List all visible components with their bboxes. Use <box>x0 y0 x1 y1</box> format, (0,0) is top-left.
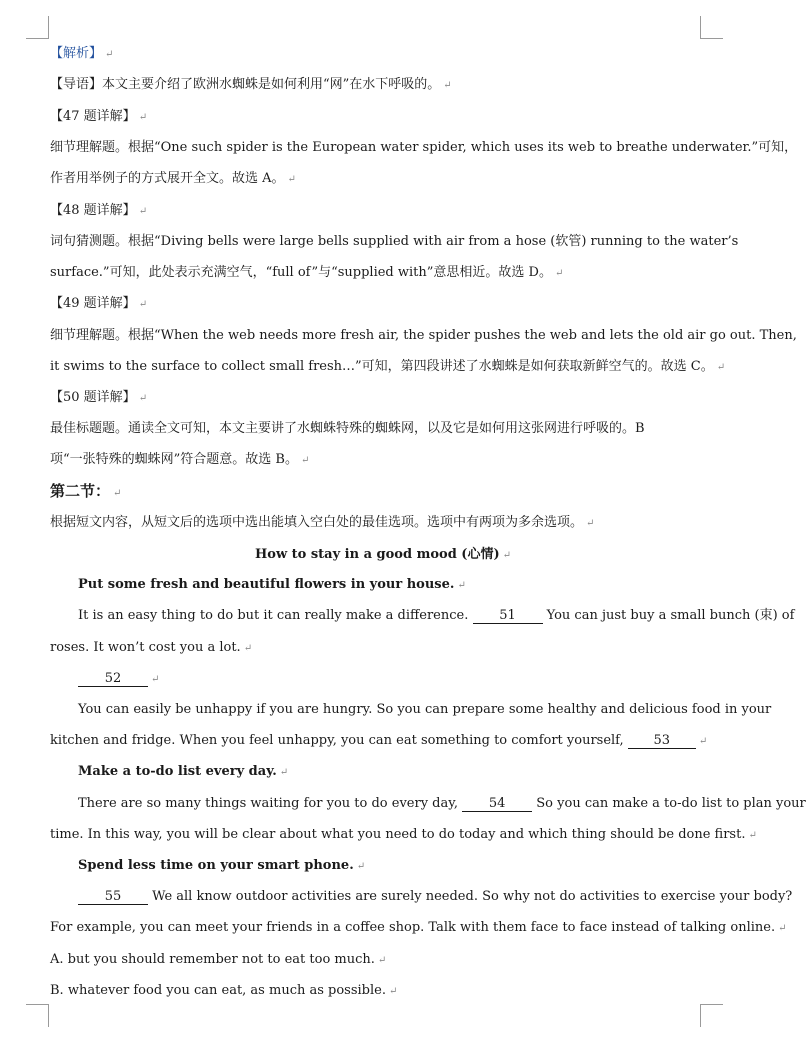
passage-para4-line1 <box>78 888 792 906</box>
paragraph-mark: ↵ <box>748 830 757 841</box>
paragraph-mark: ↵ <box>138 206 148 217</box>
para4-text-1: We all know outdoor activities are surely needed. So why not do activities to exercise your body? <box>152 889 793 904</box>
q48-text-line-2 <box>50 264 563 283</box>
option-a: A. but you should remember not to eat too much. <box>50 952 375 967</box>
para3-text-pre: There are so many things waiting for you to do every day, <box>78 796 458 811</box>
q48-heading <box>50 202 147 221</box>
q50-text-1: 最佳标题题。通读全文可知，本文主要讲了水蜘蛛特殊的蜘蛛网，以及它是如何用这张网进行呼吸的。B <box>50 421 645 436</box>
option-b: B. whatever food you can eat, as much as possible. <box>50 983 386 998</box>
passage-para3-line2 <box>50 826 757 845</box>
passage-para4-line2 <box>50 919 787 938</box>
q49-text-line-1 <box>50 327 797 345</box>
paragraph-mark: ↵ <box>151 674 160 685</box>
crop-mark-bottom-right <box>700 1004 723 1027</box>
section2-title: 第二节： <box>50 482 111 500</box>
paragraph-mark: ↵ <box>377 955 387 966</box>
paragraph-mark: ↵ <box>778 923 787 934</box>
q50-text-line-2 <box>50 451 309 470</box>
q50-text-line-1 <box>50 420 645 438</box>
crop-mark-top-left <box>26 16 49 39</box>
q49-text-line-2 <box>50 358 725 377</box>
para2-text-2: kitchen and fridge. When you feel unhappy, you can eat something to comfort yourself, <box>50 733 624 748</box>
q47-heading <box>50 108 147 127</box>
q47-heading-text: 【47 题详解】 <box>50 109 136 124</box>
paragraph-mark: ↵ <box>300 455 310 466</box>
subheading-2: Make a to-do list every day. <box>78 764 277 779</box>
passage-para2-line2 <box>50 732 707 751</box>
q49-heading <box>50 295 147 314</box>
section2-instruction-line <box>50 514 594 533</box>
option-a-line <box>50 951 386 970</box>
para2-text-1: You can easily be unhappy if you are hungry. So you can prepare some healthy and delicious food in your <box>78 702 772 717</box>
subheading-2-line <box>78 763 288 782</box>
intro-text: 【导语】本文主要介绍了欧洲水蜘蛛是如何利用“网”在水下呼吸的。 <box>50 77 441 92</box>
passage-para2-line1 <box>78 701 771 719</box>
paragraph-mark: ↵ <box>279 767 289 778</box>
blank-52-line <box>78 670 159 689</box>
q50-heading-text: 【50 题详解】 <box>50 390 136 405</box>
blank-53: 53 <box>628 734 696 749</box>
passage-title-line <box>0 546 766 565</box>
section2-instruction: 根据短文内容，从短文后的选项中选出能填入空白处的最佳选项。选项中有两项为多余选项。 <box>50 515 584 530</box>
q49-text-1: 细节理解题。根据“When the web needs more fresh air, the spider pushes the web and lets the old air go out. Then, <box>50 328 797 343</box>
crop-mark-bottom-left <box>26 1004 49 1027</box>
q47-text-line-2 <box>50 170 296 189</box>
analysis-label: 【解析】 <box>50 46 103 61</box>
analysis-label-line <box>50 45 113 64</box>
q49-heading-text: 【49 题详解】 <box>50 296 136 311</box>
paragraph-mark: ↵ <box>457 580 466 591</box>
passage-title: How to stay in a good mood (心情) <box>254 547 500 562</box>
paragraph-mark: ↵ <box>243 643 253 654</box>
option-b-line <box>50 982 397 1001</box>
section2-title-line <box>50 482 121 503</box>
crop-mark-top-right <box>700 16 723 39</box>
q49-text-2: it swims to the surface to collect small fresh…”可知，第四段讲述了水蜘蛛是如何获取新鲜空气的。故选 C。 <box>50 359 714 374</box>
paragraph-mark: ↵ <box>554 268 564 279</box>
passage-para1-line2 <box>50 639 252 658</box>
q47-text-1: 细节理解题。根据“One such spider is the European water spider, which uses its web to breathe underwater.”可知， <box>50 140 798 155</box>
paragraph-mark: ↵ <box>138 112 148 123</box>
paragraph-mark: ↵ <box>113 488 122 499</box>
paragraph-mark: ↵ <box>356 861 366 872</box>
q50-text-2: 项“一张特殊的蜘蛛网”符合题意。故选 B。 <box>50 452 298 467</box>
q50-heading <box>50 389 147 408</box>
paragraph-mark: ↵ <box>716 362 726 373</box>
subheading-1: Put some fresh and beautiful flowers in your house. <box>78 577 455 592</box>
subheading-1-line <box>78 576 466 595</box>
subheading-3-line <box>78 857 365 876</box>
q48-heading-text: 【48 题详解】 <box>50 203 136 218</box>
q48-text-2: surface.”可知，此处表示充满空气，“full of”与“supplied with”意思相近。故选 D。 <box>50 265 552 280</box>
passage-para3-line1 <box>78 795 806 813</box>
para1-text-pre: It is an easy thing to do but it can really make a difference. <box>78 608 469 623</box>
blank-51: 51 <box>473 609 543 624</box>
paragraph-mark: ↵ <box>586 518 595 529</box>
paragraph-mark: ↵ <box>502 550 512 561</box>
blank-52: 52 <box>78 672 148 687</box>
passage-para1-line1 <box>78 607 794 625</box>
subheading-3: Spend less time on your smart phone. <box>78 858 354 873</box>
q48-text-line-1 <box>50 233 738 251</box>
blank-55: 55 <box>78 890 148 905</box>
paragraph-mark: ↵ <box>138 299 148 310</box>
paragraph-mark: ↵ <box>388 986 398 997</box>
paragraph-mark: ↵ <box>138 393 148 404</box>
paragraph-mark: ↵ <box>443 80 452 91</box>
intro-line <box>50 76 452 95</box>
q47-text-line-1 <box>50 139 797 157</box>
para4-text-2: For example, you can meet your friends in a coffee shop. Talk with them face to face instead of talking online. <box>50 920 776 935</box>
para1-text-2: roses. It won’t cost you a lot. <box>50 640 241 655</box>
q47-text-2: 作者用举例子的方式展开全文。故选 A。 <box>50 171 285 186</box>
para3-text-2: time. In this way, you will be clear about what you need to do today and which thing should be done first. <box>50 827 746 842</box>
q48-text-1: 词句猜测题。根据“Diving bells were large bells supplied with air from a hose (软管) running to the water’s <box>50 234 739 249</box>
para3-text-post: So you can make a to-do list to plan your <box>536 796 806 811</box>
paragraph-mark: ↵ <box>287 174 296 185</box>
paragraph-mark: ↵ <box>698 736 708 747</box>
paragraph-mark: ↵ <box>105 49 114 60</box>
blank-54: 54 <box>462 797 532 812</box>
para1-text-post: You can just buy a small bunch (束) of <box>546 608 795 623</box>
